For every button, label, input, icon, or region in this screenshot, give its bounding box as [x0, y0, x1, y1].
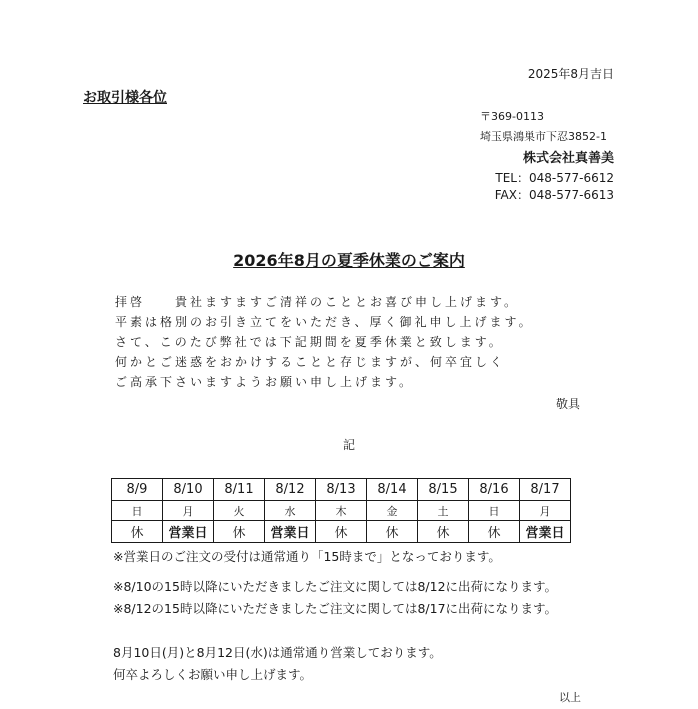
body-line: 拝啓 貴社ますますご清祥のこととお喜び申し上げます。 — [115, 295, 520, 309]
schedule-date: 8/11 — [214, 479, 265, 501]
sender-tel: TEL：048-577-6612 — [495, 171, 614, 185]
page-title-text: 2026年8月の夏季休業のご案内 — [233, 251, 465, 270]
schedule-date: 8/16 — [469, 479, 520, 501]
letter-body — [115, 292, 534, 392]
body-line: 平素は格別のお引き立てをいただき、厚く御礼申し上げます。 — [115, 315, 534, 329]
schedule-status-row — [112, 521, 571, 543]
schedule-date: 8/14 — [367, 479, 418, 501]
sender-address: 埼玉県鴻巣市下忍3852-1 — [480, 130, 607, 143]
page-title — [0, 248, 698, 271]
ijo: 以上 — [559, 691, 581, 704]
schedule-weekday: 月 — [520, 501, 571, 521]
note-line: ※8/10の15時以降にいただきましたご注文に関しては8/12に出荷になります。 — [113, 579, 558, 594]
schedule-weekday: 月 — [163, 501, 214, 521]
schedule-date: 8/17 — [520, 479, 571, 501]
sender-block — [480, 107, 614, 204]
schedule-status: 休 — [367, 521, 418, 543]
note-line: ※営業日のご注文の受付は通常通り「15時まで」となっております。 — [113, 549, 501, 564]
body-line: ご高承下さいますようお願い申し上げます。 — [115, 375, 415, 389]
sender-postal: 〒369-0113 — [480, 110, 544, 123]
schedule-date: 8/15 — [418, 479, 469, 501]
schedule-date: 8/13 — [316, 479, 367, 501]
keigu: 敬具 — [555, 397, 580, 411]
schedule-status: 休 — [418, 521, 469, 543]
sender-company: 株式会社真善美 — [522, 151, 614, 166]
schedule-status: 営業日 — [520, 521, 571, 543]
schedule-status: 休 — [112, 521, 163, 543]
schedule-weekday: 日 — [112, 501, 163, 521]
schedule-status: 営業日 — [163, 521, 214, 543]
letter-date: 2025年8月吉日 — [527, 67, 614, 81]
schedule-status: 休 — [214, 521, 265, 543]
schedule-weekday: 土 — [418, 501, 469, 521]
ki-heading: 記 — [342, 438, 355, 452]
schedule-weekday: 金 — [367, 501, 418, 521]
body-line: さて、このたび弊社では下記期間を夏季休業と致します。 — [115, 335, 504, 349]
closing-line: 8月10日(月)と8月12日(水)は通常通り営業しております。 — [113, 645, 442, 660]
schedule-date-row — [112, 479, 571, 501]
schedule-status: 営業日 — [265, 521, 316, 543]
note-line: ※8/12の15時以降にいただきましたご注文に関しては8/17に出荷になります。 — [113, 601, 558, 616]
schedule-weekday: 火 — [214, 501, 265, 521]
body-line: 何かとご迷惑をおかけすることと存じますが、何卒宜しく — [115, 355, 506, 369]
schedule-status: 休 — [316, 521, 367, 543]
schedule-date: 8/10 — [163, 479, 214, 501]
schedule-status: 休 — [469, 521, 520, 543]
schedule-weekday: 日 — [469, 501, 520, 521]
schedule-weekday: 木 — [316, 501, 367, 521]
schedule-date: 8/9 — [112, 479, 163, 501]
schedule-weekday-row — [112, 501, 571, 521]
recipient: お取引様各位 — [83, 90, 167, 106]
schedule-date: 8/12 — [265, 479, 316, 501]
closing-line: 何卒よろしくお願い申し上げます。 — [113, 667, 313, 682]
holiday-schedule-table — [111, 478, 571, 543]
sender-fax: FAX：048-577-6613 — [494, 188, 614, 202]
schedule-weekday: 水 — [265, 501, 316, 521]
